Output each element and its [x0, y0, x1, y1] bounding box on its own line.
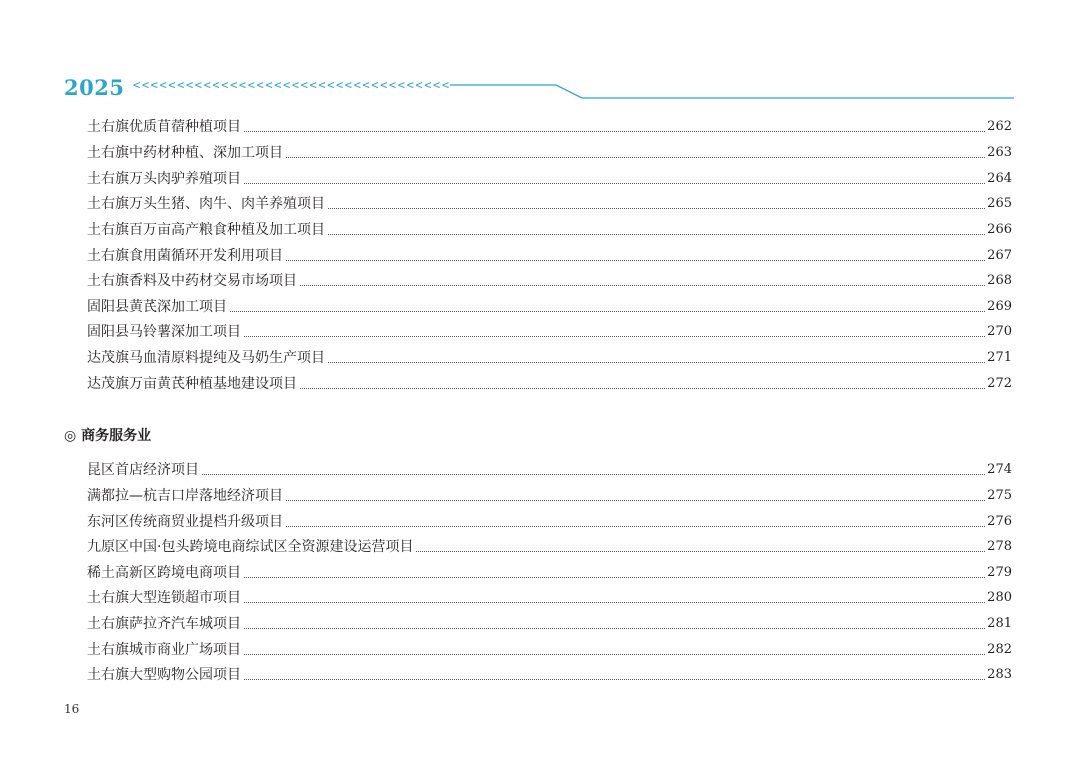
- leader-dots: [300, 388, 985, 389]
- toc-entry-page: 276: [987, 514, 1012, 529]
- leader-dots: [244, 679, 985, 680]
- toc-entry-page: 275: [987, 488, 1012, 503]
- toc-entry-page: 268: [987, 273, 1012, 288]
- leader-dots: [202, 474, 985, 475]
- toc-entry-title: 土右旗大型连锁超市项目: [87, 590, 241, 606]
- leader-dots: [244, 602, 985, 603]
- leader-dots: [328, 208, 985, 209]
- toc-entry-title: 土右旗万头肉驴养殖项目: [87, 171, 241, 187]
- leader-dots: [286, 500, 985, 501]
- toc-entry[interactable]: [87, 371, 1012, 393]
- toc-entry[interactable]: [87, 268, 1012, 290]
- section-heading: ◎ 商务服务业: [64, 428, 152, 444]
- toc-entry-title: 固阳县黄芪深加工项目: [87, 299, 227, 315]
- toc-entry[interactable]: [87, 483, 1012, 505]
- toc-entry[interactable]: [87, 217, 1012, 239]
- toc-entry[interactable]: [87, 294, 1012, 316]
- toc-entry[interactable]: [87, 319, 1012, 341]
- toc-entry-title: 九原区中国·包头跨境电商综试区全资源建设运营项目: [87, 539, 414, 555]
- leader-dots: [300, 285, 985, 286]
- leader-dots: [244, 577, 985, 578]
- toc-entry-title: 稀土高新区跨境电商项目: [87, 565, 241, 581]
- leader-dots: [244, 654, 985, 655]
- toc-entry[interactable]: [87, 611, 1012, 633]
- toc-entry-page: 269: [987, 299, 1012, 314]
- toc-entry-page: 281: [987, 616, 1012, 631]
- toc-entry-title: 达茂旗马血清原料提纯及马奶生产项目: [87, 350, 325, 366]
- leader-dots: [244, 628, 985, 629]
- toc-entry-page: 278: [987, 539, 1012, 554]
- toc-entry-page: 280: [987, 590, 1012, 605]
- toc-entry-page: 263: [987, 145, 1012, 160]
- page-number: 16: [64, 702, 80, 716]
- toc-entry-title: 达茂旗万亩黄芪种植基地建设项目: [87, 376, 297, 392]
- toc-entry-page: 267: [987, 248, 1012, 263]
- toc-entry[interactable]: [87, 585, 1012, 607]
- leader-dots: [286, 260, 985, 261]
- toc-entry-page: 270: [987, 324, 1012, 339]
- toc-entry-page: 264: [987, 171, 1012, 186]
- toc-entry-title: 昆区首店经济项目: [87, 462, 199, 478]
- toc-entry-title: 固阳县马铃薯深加工项目: [87, 324, 241, 340]
- leader-dots: [244, 336, 985, 337]
- toc-entry-title: 东河区传统商贸业提档升级项目: [87, 514, 283, 530]
- toc-entry-page: 265: [987, 196, 1012, 211]
- toc-entry-title: 土右旗万头生猪、肉牛、肉羊养殖项目: [87, 196, 325, 212]
- toc-entry-page: 282: [987, 642, 1012, 657]
- toc-entry-title: 土右旗萨拉齐汽车城项目: [87, 616, 241, 632]
- toc-entry[interactable]: [87, 509, 1012, 531]
- toc-entry-title: 土右旗优质苜蓿种植项目: [87, 119, 241, 135]
- leader-dots: [286, 526, 985, 527]
- toc-entry[interactable]: [87, 457, 1012, 479]
- toc-entry[interactable]: [87, 345, 1012, 367]
- toc-entry-page: 272: [987, 376, 1012, 391]
- leader-dots: [328, 362, 985, 363]
- leader-dots: [416, 551, 985, 552]
- header-chevrons: <<<<<<<<<<<<<<<<<<<<<<<<<<<<<<<<<<<<: [133, 78, 451, 92]
- toc-entry-title: 满都拉—杭吉口岸落地经济项目: [87, 488, 283, 504]
- leader-dots: [244, 131, 985, 132]
- toc-entry-title: 土右旗香料及中药材交易市场项目: [87, 273, 297, 289]
- toc-entry-title: 土右旗中药材种植、深加工项目: [87, 145, 283, 161]
- toc-entry-page: 283: [987, 667, 1012, 682]
- toc-entry[interactable]: [87, 662, 1012, 684]
- toc-entry-page: 271: [987, 350, 1012, 365]
- toc-entry-page: 279: [987, 565, 1012, 580]
- leader-dots: [286, 157, 985, 158]
- toc-entry[interactable]: [87, 140, 1012, 162]
- toc-entry[interactable]: [87, 191, 1012, 213]
- leader-dots: [230, 311, 985, 312]
- leader-dots: [244, 183, 985, 184]
- toc-entry[interactable]: [87, 560, 1012, 582]
- page-header: [64, 72, 1014, 104]
- toc-entry[interactable]: [87, 114, 1012, 136]
- toc-entry[interactable]: [87, 637, 1012, 659]
- leader-dots: [328, 234, 985, 235]
- toc-entry-page: 262: [987, 119, 1012, 134]
- header-year: 2025: [64, 75, 125, 100]
- toc-entry-title: 土右旗城市商业广场项目: [87, 642, 241, 658]
- toc-entry-page: 274: [987, 462, 1012, 477]
- toc-entry[interactable]: [87, 534, 1012, 556]
- toc-entry[interactable]: [87, 243, 1012, 265]
- toc-entry-title: 土右旗百万亩高产粮食种植及加工项目: [87, 222, 325, 238]
- toc-entry-title: 土右旗食用菌循环开发利用项目: [87, 248, 283, 264]
- toc-entry[interactable]: [87, 166, 1012, 188]
- toc-entry-page: 266: [987, 222, 1012, 237]
- toc-entry-title: 土右旗大型购物公园项目: [87, 667, 241, 683]
